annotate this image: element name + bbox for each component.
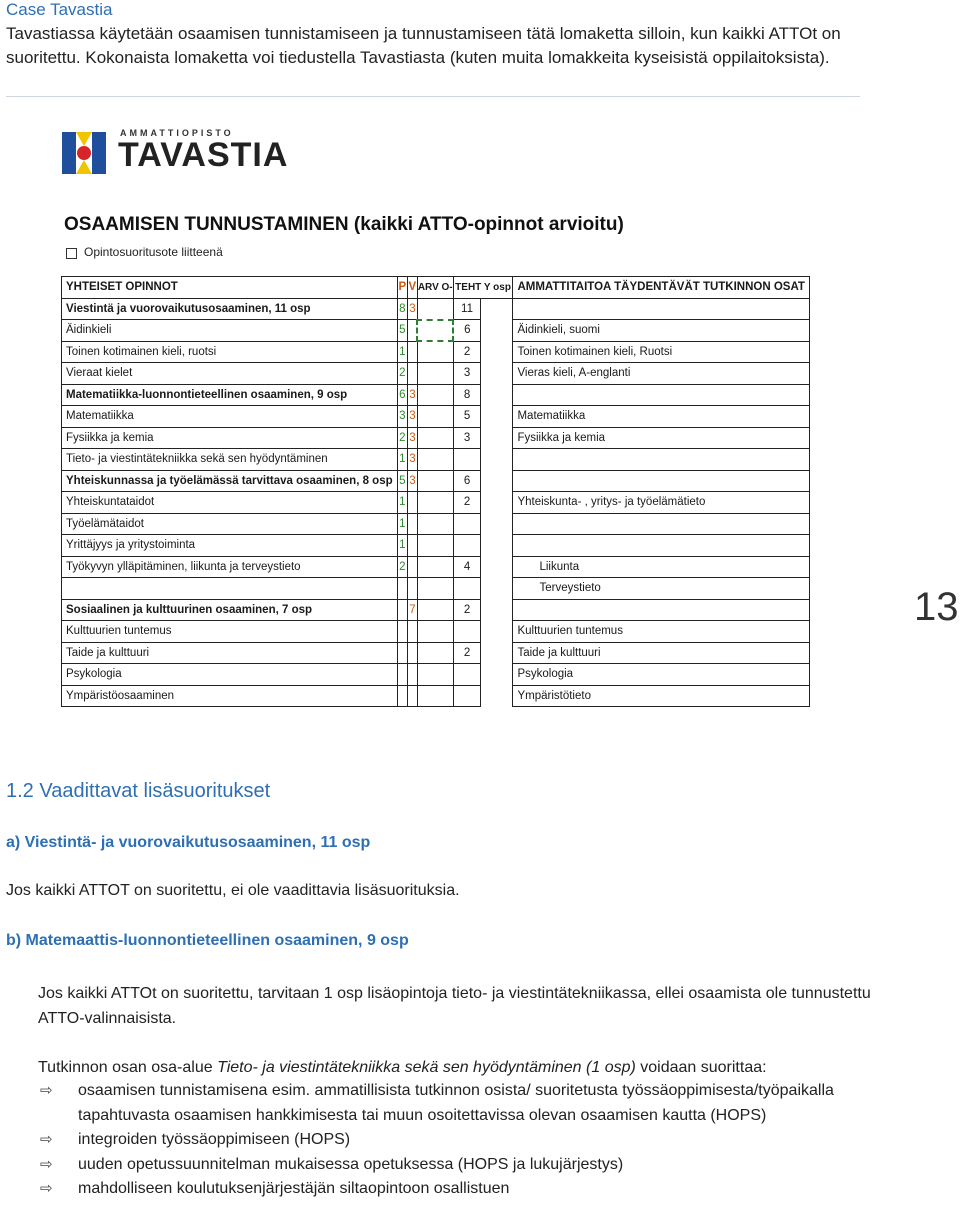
attachment-checkbox[interactable] — [66, 248, 77, 259]
page-number: 13 — [914, 585, 959, 629]
table-row — [62, 492, 810, 514]
row-v-value — [407, 513, 417, 535]
row-arvo-cell[interactable] — [417, 556, 453, 578]
row-spacer — [481, 427, 513, 449]
subsection-a-heading: a) Viestintä- ja vuorovaikutusosaaminen, 11 osp — [6, 834, 371, 851]
header-arvo: ARV O- — [417, 277, 453, 299]
row-supplementary — [513, 298, 810, 320]
row-p-value: 2 — [397, 427, 407, 449]
row-supplementary — [513, 513, 810, 535]
row-arvo-cell[interactable] — [417, 685, 453, 707]
row-label: Vieraat kielet — [62, 363, 398, 385]
row-p-value — [397, 685, 407, 707]
row-spacer — [481, 320, 513, 342]
list-item — [40, 1128, 900, 1153]
table-row — [62, 449, 810, 471]
row-v-value — [407, 320, 417, 342]
row-p-value — [397, 578, 407, 600]
table-header-row — [62, 277, 810, 299]
list-item-text: osaamisen tunnistamisena esim. ammatillisista tutkinnon osista/ suoritetusta työssäoppimisesta/työpaikalla tapahtuvasta osaamisen hankkimisesta tai muun osoitettavissa olevan osaamisen kautta (HOPS) — [78, 1082, 834, 1124]
header-common-studies: YHTEISET OPINNOT — [62, 277, 398, 299]
row-tehty-value — [453, 535, 481, 557]
row-spacer — [481, 642, 513, 664]
row-label: Kulttuurien tuntemus — [62, 621, 398, 643]
row-tehty-value: 6 — [453, 320, 481, 342]
row-v-value — [407, 685, 417, 707]
row-supplementary: Äidinkieli, suomi — [513, 320, 810, 342]
assessment-table — [61, 276, 810, 707]
row-p-value — [397, 599, 407, 621]
row-tehty-value — [453, 513, 481, 535]
row-v-value — [407, 578, 417, 600]
row-label: Taide ja kulttuuri — [62, 642, 398, 664]
row-tehty-value: 11 — [453, 298, 481, 320]
row-supplementary: Yhteiskunta- , yritys- ja työelämätieto — [513, 492, 810, 514]
row-v-value: 3 — [407, 384, 417, 406]
row-label: Sosiaalinen ja kulttuurinen osaaminen, 7 osp — [62, 599, 398, 621]
completion-intro-italic: Tieto- ja viestintätekniikka sekä sen hyödyntäminen (1 osp) — [217, 1059, 636, 1076]
row-tehty-value — [453, 664, 481, 686]
row-arvo-cell[interactable] — [417, 406, 453, 428]
row-tehty-value — [453, 449, 481, 471]
row-p-value: 5 — [397, 320, 407, 342]
row-p-value: 1 — [397, 341, 407, 363]
row-p-value — [397, 664, 407, 686]
row-spacer — [481, 492, 513, 514]
row-p-value: 1 — [397, 449, 407, 471]
row-tehty-value: 4 — [453, 556, 481, 578]
table-row — [62, 320, 810, 342]
subsection-a-text: Jos kaikki ATTOT on suoritettu, ei ole vaadittavia lisäsuorituksia. — [6, 882, 460, 899]
row-label: Yhteiskuntataidot — [62, 492, 398, 514]
row-arvo-cell[interactable] — [417, 341, 453, 363]
subsection-b-text: Jos kaikki ATTOt on suoritettu, tarvitaan 1 osp lisäopintoja tieto- ja viestintätekniikassa, ellei osaamista ole tunnustettu ATTO-valinnaisista. — [38, 985, 871, 1027]
intro-paragraph: Tavastiassa käytetään osaamisen tunnistamiseen ja tunnustamiseen tätä lomaketta silloin, kun kaikki ATTOt on suoritettu. Kokonaista lomaketta voi tiedustella Tavastiasta (kuten muita lomakkeita kyseisistä oppilaitoksista). — [6, 24, 841, 67]
row-tehty-value: 3 — [453, 363, 481, 385]
list-item — [40, 1079, 900, 1128]
row-spacer — [481, 341, 513, 363]
row-supplementary — [513, 449, 810, 471]
logo-wordmark: TAVASTIA — [118, 136, 289, 174]
arrow-right-icon: ⇨ — [40, 1082, 53, 1099]
row-v-value: 3 — [407, 427, 417, 449]
row-supplementary: Liikunta — [513, 556, 810, 578]
completion-options-list — [40, 1079, 900, 1202]
row-tehty-value — [453, 578, 481, 600]
row-v-value — [407, 492, 417, 514]
logo-subtitle: AMMATTIOPISTO — [120, 128, 234, 138]
form-image — [58, 118, 810, 720]
row-supplementary: Kulttuurien tuntemus — [513, 621, 810, 643]
list-item-text: mahdolliseen koulutuksenjärjestäjän siltaopintoon osallistuen — [78, 1180, 510, 1197]
table-row — [62, 664, 810, 686]
row-supplementary: Taide ja kulttuuri — [513, 642, 810, 664]
row-p-value — [397, 642, 407, 664]
row-label: Ympäristöosaaminen — [62, 685, 398, 707]
row-arvo-cell[interactable] — [417, 298, 453, 320]
row-label: Psykologia — [62, 664, 398, 686]
row-v-value: 7 — [407, 599, 417, 621]
row-p-value: 6 — [397, 384, 407, 406]
table-row — [62, 685, 810, 707]
row-spacer — [481, 470, 513, 492]
row-label: Tieto- ja viestintätekniikka sekä sen hyödyntäminen — [62, 449, 398, 471]
row-v-value — [407, 642, 417, 664]
row-v-value — [407, 664, 417, 686]
completion-intro — [38, 1055, 918, 1080]
table-row — [62, 556, 810, 578]
row-p-value: 8 — [397, 298, 407, 320]
row-spacer — [481, 363, 513, 385]
completion-intro-prefix: Tutkinnon osan osa-alue — [38, 1059, 218, 1076]
row-supplementary: Terveystieto — [513, 578, 810, 600]
header-tehty: TEHT Y osp — [453, 277, 513, 299]
row-arvo-cell[interactable] — [417, 535, 453, 557]
row-supplementary — [513, 535, 810, 557]
row-label: Matematiikka-luonnontieteellinen osaaminen, 9 osp — [62, 384, 398, 406]
row-supplementary — [513, 470, 810, 492]
table-row — [62, 642, 810, 664]
arrow-right-icon: ⇨ — [40, 1155, 53, 1173]
row-p-value: 3 — [397, 406, 407, 428]
row-v-value — [407, 556, 417, 578]
header-v: V — [407, 277, 417, 299]
row-p-value: 2 — [397, 556, 407, 578]
row-tehty-value: 2 — [453, 642, 481, 664]
row-spacer — [481, 513, 513, 535]
row-v-value: 3 — [407, 298, 417, 320]
table-row — [62, 363, 810, 385]
table-row — [62, 470, 810, 492]
row-spacer — [481, 535, 513, 557]
row-label: Yrittäjyys ja yritystoiminta — [62, 535, 398, 557]
divider — [6, 96, 860, 97]
table-row — [62, 384, 810, 406]
row-arvo-cell[interactable] — [417, 513, 453, 535]
row-p-value: 1 — [397, 492, 407, 514]
row-p-value — [397, 621, 407, 643]
form-title: OSAAMISEN TUNNUSTAMINEN (kaikki ATTO-opinnot arvioitu) — [64, 214, 624, 235]
row-tehty-value — [453, 621, 481, 643]
row-spacer — [481, 384, 513, 406]
row-arvo-cell[interactable] — [417, 470, 453, 492]
row-spacer — [481, 556, 513, 578]
row-label: Fysiikka ja kemia — [62, 427, 398, 449]
header-p: P — [397, 277, 407, 299]
list-item-text: uuden opetussuunnitelman mukaisessa opetuksessa (HOPS ja lukujärjestys) — [78, 1155, 624, 1173]
row-arvo-cell[interactable] — [417, 664, 453, 686]
row-spacer — [481, 406, 513, 428]
row-arvo-cell[interactable] — [417, 427, 453, 449]
row-p-value: 5 — [397, 470, 407, 492]
tavastia-logo-icon — [62, 132, 106, 174]
list-item — [40, 1153, 900, 1178]
row-supplementary: Fysiikka ja kemia — [513, 427, 810, 449]
row-v-value — [407, 341, 417, 363]
row-label: Toinen kotimainen kieli, ruotsi — [62, 341, 398, 363]
row-tehty-value: 2 — [453, 492, 481, 514]
row-spacer — [481, 449, 513, 471]
row-spacer — [481, 578, 513, 600]
row-spacer — [481, 298, 513, 320]
row-supplementary: Matematiikka — [513, 406, 810, 428]
row-label: Matematiikka — [62, 406, 398, 428]
row-label: Viestintä ja vuorovaikutusosaaminen, 11 osp — [62, 298, 398, 320]
arrow-right-icon: ⇨ — [40, 1131, 53, 1148]
row-arvo-cell[interactable] — [417, 492, 453, 514]
row-p-value: 2 — [397, 363, 407, 385]
table-row — [62, 578, 810, 600]
row-label: Äidinkieli — [62, 320, 398, 342]
row-v-value: 3 — [407, 406, 417, 428]
row-supplementary: Ympäristötieto — [513, 685, 810, 707]
row-label: Työkyvyn ylläpitäminen, liikunta ja terveystieto — [62, 556, 398, 578]
row-arvo-cell[interactable] — [417, 384, 453, 406]
table-row — [62, 513, 810, 535]
row-label — [62, 578, 398, 600]
row-tehty-value: 3 — [453, 427, 481, 449]
row-arvo-cell[interactable] — [417, 320, 453, 342]
row-tehty-value — [453, 685, 481, 707]
table-row — [62, 298, 810, 320]
subsection-b-heading: b) Matemaattis-luonnontieteellinen osaaminen, 9 osp — [6, 932, 409, 949]
row-tehty-value: 2 — [453, 341, 481, 363]
row-supplementary — [513, 599, 810, 621]
attachment-checkbox-label: Opintosuoritusote liitteenä — [84, 245, 223, 259]
row-supplementary: Toinen kotimainen kieli, Ruotsi — [513, 341, 810, 363]
row-v-value — [407, 363, 417, 385]
row-arvo-cell[interactable] — [417, 599, 453, 621]
row-arvo-cell[interactable] — [417, 621, 453, 643]
row-v-value: 3 — [407, 470, 417, 492]
row-p-value: 1 — [397, 535, 407, 557]
row-label: Yhteiskunnassa ja työelämässä tarvittava osaaminen, 8 osp — [62, 470, 398, 492]
row-spacer — [481, 685, 513, 707]
table-row — [62, 599, 810, 621]
table-row — [62, 535, 810, 557]
row-v-value — [407, 535, 417, 557]
row-arvo-cell[interactable] — [417, 578, 453, 600]
row-tehty-value: 5 — [453, 406, 481, 428]
table-row — [62, 406, 810, 428]
row-label: Työelämätaidot — [62, 513, 398, 535]
row-arvo-cell[interactable] — [417, 449, 453, 471]
header-supplementary: AMMATTITAITOA TÄYDENTÄVÄT TUTKINNON OSAT — [513, 277, 810, 299]
arrow-right-icon: ⇨ — [40, 1180, 53, 1197]
row-tehty-value: 2 — [453, 599, 481, 621]
row-spacer — [481, 621, 513, 643]
row-v-value — [407, 621, 417, 643]
row-tehty-value: 8 — [453, 384, 481, 406]
list-item-text: integroiden työssäoppimiseen (HOPS) — [78, 1131, 351, 1148]
row-p-value: 1 — [397, 513, 407, 535]
row-supplementary: Psykologia — [513, 664, 810, 686]
row-arvo-cell[interactable] — [417, 363, 453, 385]
page-title: Case Tavastia — [6, 0, 113, 19]
row-tehty-value: 6 — [453, 470, 481, 492]
table-row — [62, 621, 810, 643]
row-arvo-cell[interactable] — [417, 642, 453, 664]
row-v-value: 3 — [407, 449, 417, 471]
table-row — [62, 341, 810, 363]
table-row — [62, 427, 810, 449]
completion-intro-suffix: voidaan suorittaa: — [635, 1059, 767, 1076]
row-spacer — [481, 599, 513, 621]
list-item — [40, 1177, 900, 1202]
row-spacer — [481, 664, 513, 686]
row-supplementary — [513, 384, 810, 406]
row-supplementary: Vieras kieli, A-englanti — [513, 363, 810, 385]
section-heading: 1.2 Vaadittavat lisäsuoritukset — [6, 780, 271, 802]
